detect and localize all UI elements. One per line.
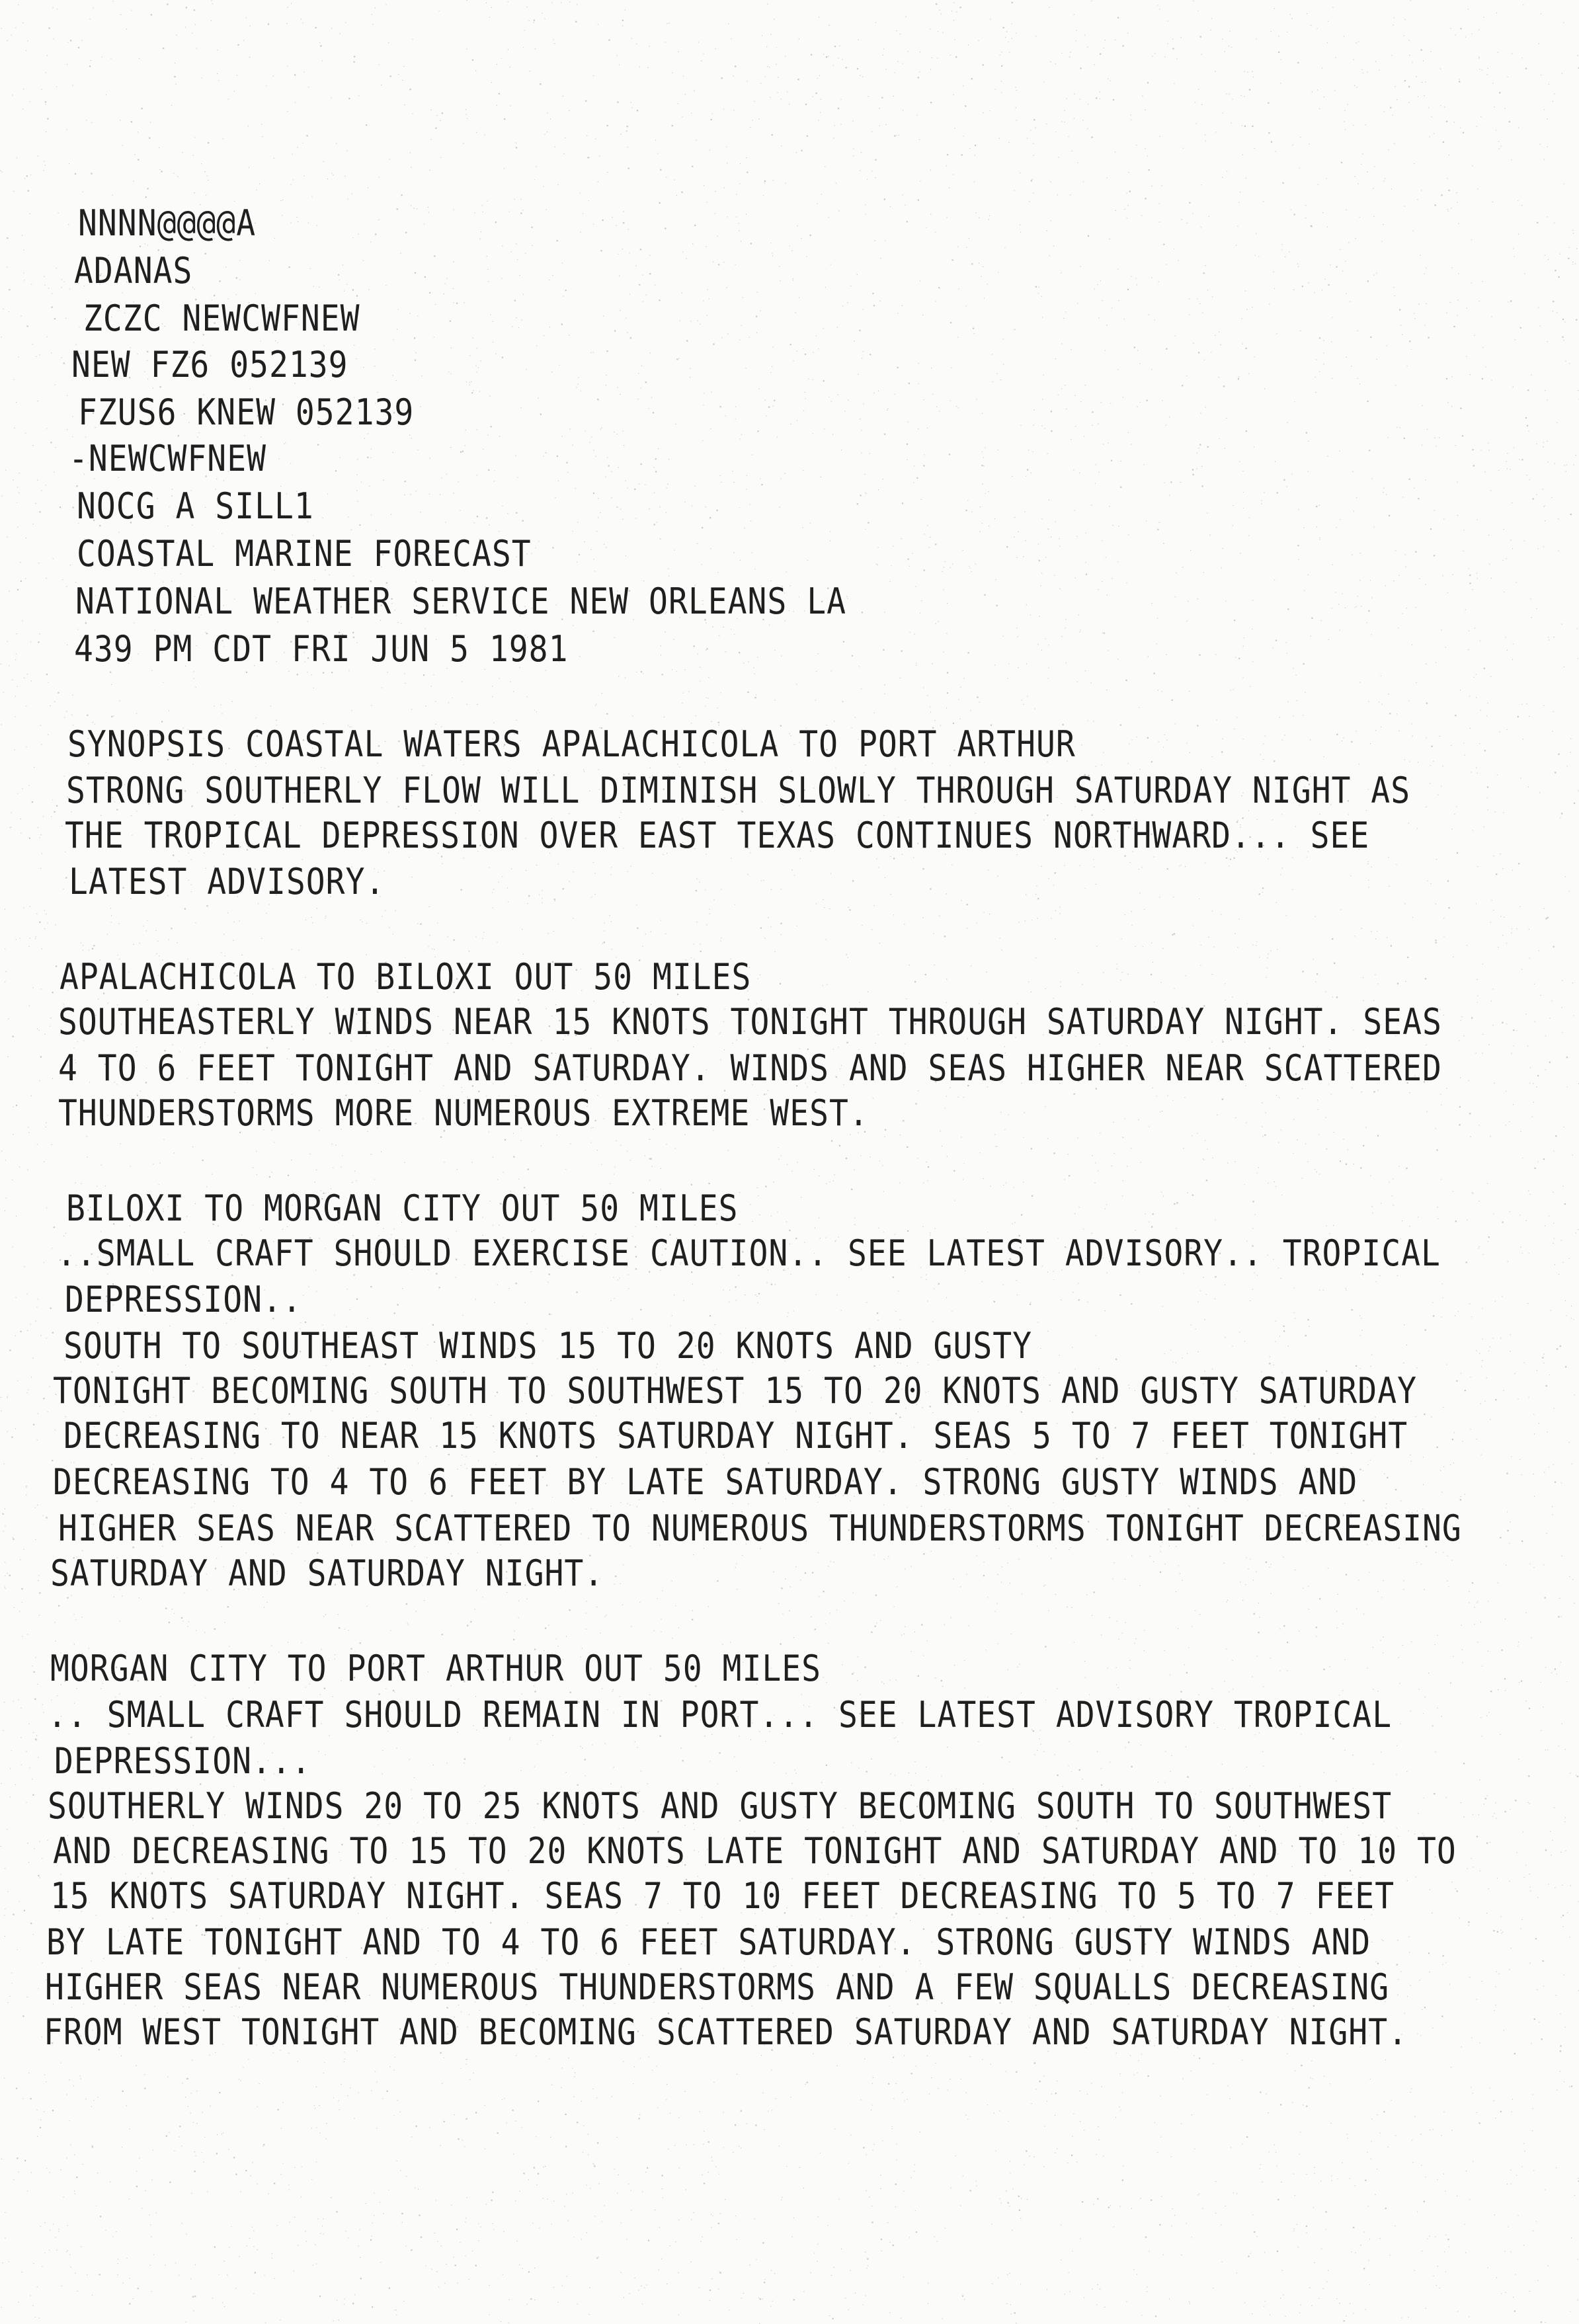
zone-text-line: .. SMALL CRAFT SHOULD REMAIN IN PORT... SEE LATEST ADVISORY TROPICAL <box>48 1694 1393 1736</box>
synopsis-line: LATEST ADVISORY. <box>69 861 385 903</box>
header-line: FZUS6 KNEW 052139 <box>78 391 415 434</box>
zone-text-line: SOUTHERLY WINDS 20 TO 25 KNOTS AND GUSTY BECOMING SOUTH TO SOUTHWEST <box>48 1785 1393 1827</box>
synopsis-line: THE TROPICAL DEPRESSION OVER EAST TEXAS CONTINUES NORTHWARD... SEE <box>65 815 1370 857</box>
zone-text-line: TONIGHT BECOMING SOUTH TO SOUTHWEST 15 TO 20 KNOTS AND GUSTY SATURDAY <box>53 1370 1417 1412</box>
zone-text-line: DECREASING TO NEAR 15 KNOTS SATURDAY NIGHT. SEAS 5 TO 7 FEET TONIGHT <box>63 1415 1408 1457</box>
zone-text-line: THUNDERSTORMS MORE NUMEROUS EXTREME WEST. <box>58 1092 869 1135</box>
zone-text-line: DEPRESSION.. <box>65 1279 302 1321</box>
zone-text-line: DEPRESSION... <box>54 1740 311 1783</box>
zone-text-line: HIGHER SEAS NEAR NUMEROUS THUNDERSTORMS AND A FEW SQUALLS DECREASING <box>45 1966 1390 2009</box>
zone-text-line: ..SMALL CRAFT SHOULD EXERCISE CAUTION.. SEE LATEST ADVISORY.. TROPICAL <box>57 1232 1441 1275</box>
header-line: ADANAS <box>74 250 193 292</box>
zone-heading-morgan-city-port-arthur: MORGAN CITY TO PORT ARTHUR OUT 50 MILES <box>50 1648 822 1690</box>
header-line: NNNN@@@@A <box>78 202 257 245</box>
header-line: 439 PM CDT FRI JUN 5 1981 <box>74 628 569 670</box>
zone-text-line: SATURDAY AND SATURDAY NIGHT. <box>50 1552 604 1595</box>
zone-text-line: BY LATE TONIGHT AND TO 4 TO 6 FEET SATURDAY. STRONG GUSTY WINDS AND <box>46 1921 1371 1964</box>
header-line: NOCG A SILL1 <box>77 485 314 528</box>
zone-text-line: HIGHER SEAS NEAR SCATTERED TO NUMEROUS THUNDERSTORMS TONIGHT DECREASING <box>58 1507 1462 1550</box>
header-line: ZCZC NEWCWFNEW <box>83 298 360 340</box>
zone-text-line: DECREASING TO 4 TO 6 FEET BY LATE SATURDAY. STRONG GUSTY WINDS AND <box>53 1461 1358 1503</box>
header-line: COASTAL MARINE FORECAST <box>77 533 532 575</box>
zone-heading-apalachicola-biloxi: APALACHICOLA TO BILOXI OUT 50 MILES <box>60 956 752 998</box>
header-line: NEW FZ6 052139 <box>71 344 348 386</box>
header-line: -NEWCWFNEW <box>69 438 266 480</box>
header-line: NATIONAL WEATHER SERVICE NEW ORLEANS LA <box>75 581 847 623</box>
zone-text-line: 4 TO 6 FEET TONIGHT AND SATURDAY. WINDS AND SEAS HIGHER NEAR SCATTERED <box>58 1047 1442 1090</box>
zone-text-line: FROM WEST TONIGHT AND BECOMING SCATTERED SATURDAY AND SATURDAY NIGHT. <box>44 2011 1408 2054</box>
zone-text-line: 15 KNOTS SATURDAY NIGHT. SEAS 7 TO 10 FEET DECREASING TO 5 TO 7 FEET <box>50 1875 1395 1917</box>
zone-text-line: AND DECREASING TO 15 TO 20 KNOTS LATE TONIGHT AND SATURDAY AND TO 10 TO <box>53 1830 1457 1872</box>
synopsis-line: STRONG SOUTHERLY FLOW WILL DIMINISH SLOWLY THROUGH SATURDAY NIGHT AS <box>66 770 1411 812</box>
zone-heading-biloxi-morgan-city: BILOXI TO MORGAN CITY OUT 50 MILES <box>66 1187 739 1230</box>
synopsis-heading: SYNOPSIS COASTAL WATERS APALACHICOLA TO PORT ARTHUR <box>67 723 1076 766</box>
zone-text-line: SOUTHEASTERLY WINDS NEAR 15 KNOTS TONIGHT THROUGH SATURDAY NIGHT. SEAS <box>58 1001 1442 1043</box>
zone-text-line: SOUTH TO SOUTHEAST WINDS 15 TO 20 KNOTS AND GUSTY <box>63 1325 1033 1367</box>
